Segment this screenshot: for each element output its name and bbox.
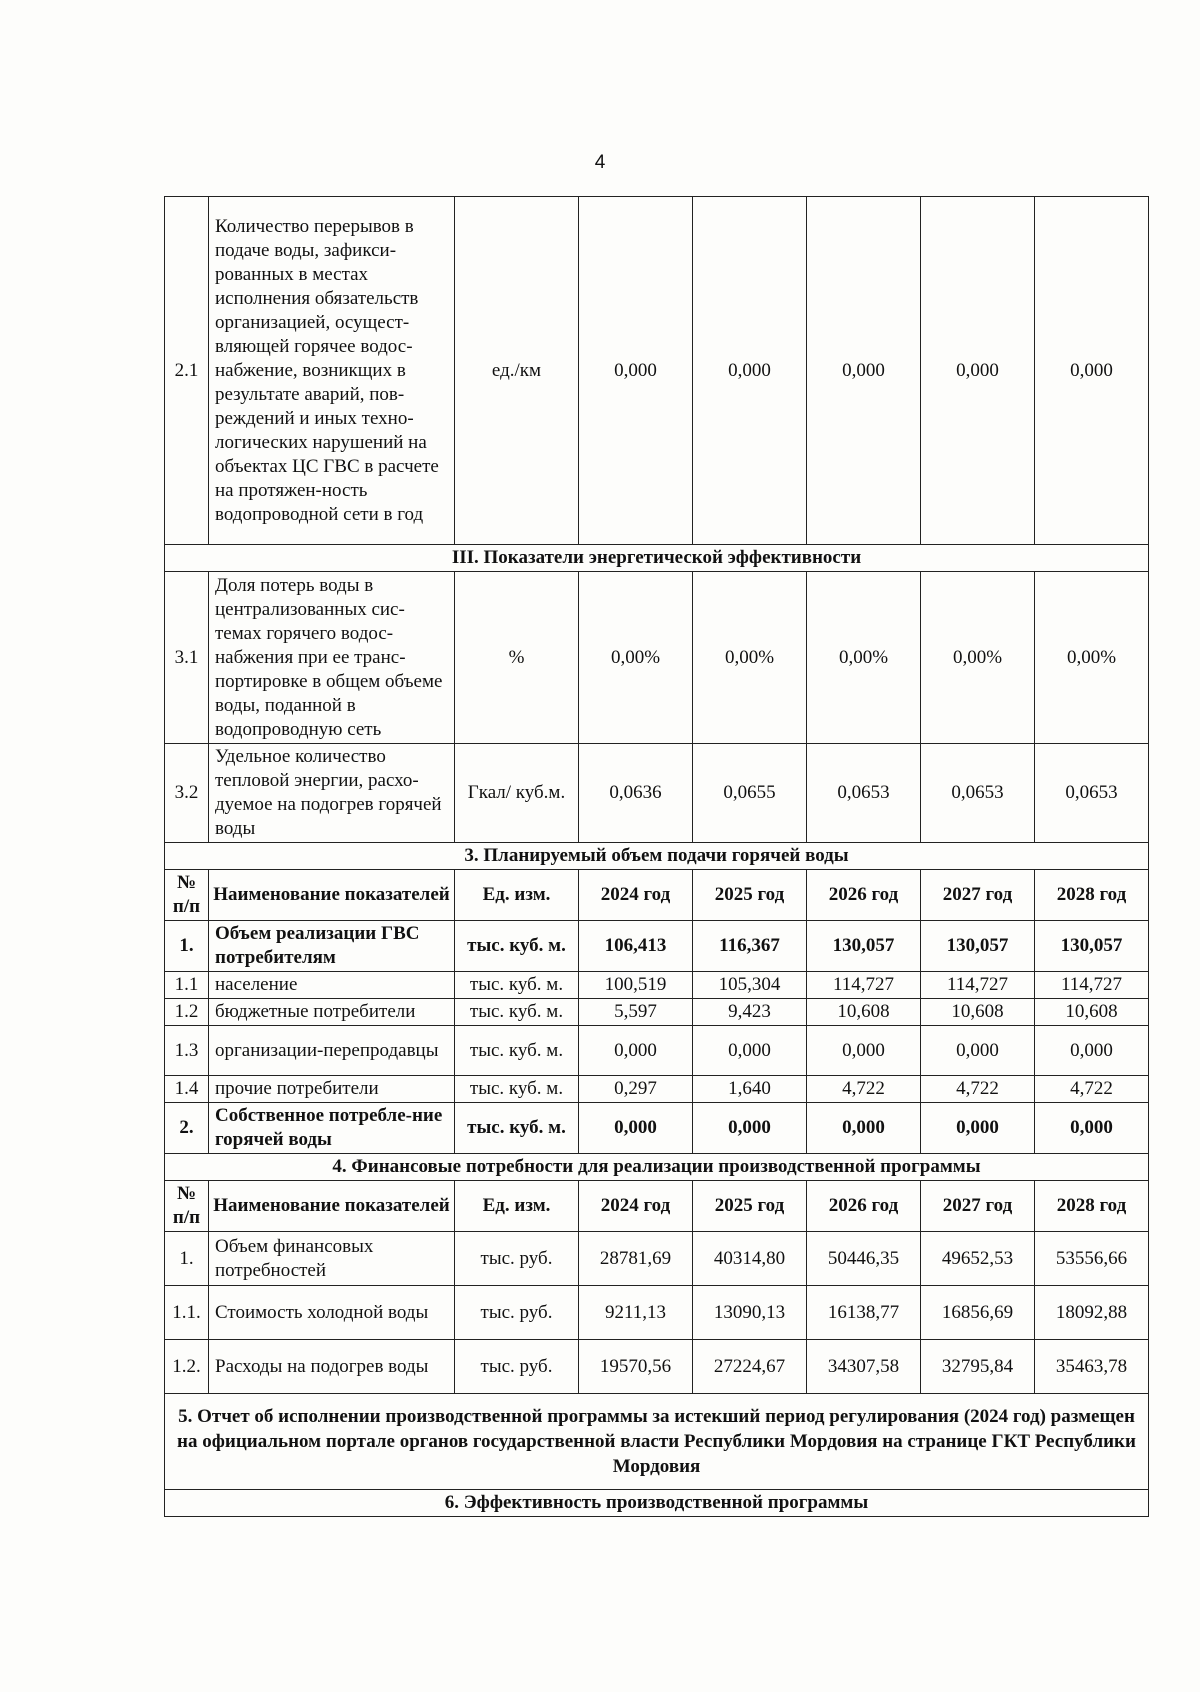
volume-unit: тыс. куб. м. [455,921,579,972]
volume-value-2028: 130,057 [1035,921,1149,972]
volume-value-2026: 114,727 [807,972,921,999]
volume-value-2026: 10,608 [807,999,921,1026]
finance-value-2028: 53556,66 [1035,1232,1149,1286]
header-year-2028: 2028 год [1035,1181,1149,1232]
finance-value-2024: 19570,56 [579,1340,693,1394]
volume-value-2024: 100,519 [579,972,693,999]
volume-name: организации-перепродавцы [209,1026,455,1076]
header-number: № п/п [165,1181,209,1232]
table-row [165,921,1149,972]
volume-value-2027: 114,727 [921,972,1035,999]
volume-value-2025: 105,304 [693,972,807,999]
indicator-unit: ед./км [455,197,579,545]
table-row [165,1286,1149,1340]
volume-name: Объем реализации ГВС потребителям [209,921,455,972]
volume-unit: тыс. куб. м. [455,999,579,1026]
header-year-2026: 2026 год [807,870,921,921]
finance-unit: тыс. руб. [455,1286,579,1340]
volume-value-2027: 0,000 [921,1103,1035,1154]
indicator-value-2027: 0,0653 [921,744,1035,843]
indicator-value-2025: 0,000 [693,197,807,545]
indicator-number: 2.1 [165,197,209,545]
volume-value-2028: 0,000 [1035,1026,1149,1076]
header-name: Наименование показателей [209,870,455,921]
indicator-value-2027: 0,000 [921,197,1035,545]
indicator-value-2026: 0,00% [807,572,921,744]
finance-value-2025: 27224,67 [693,1340,807,1394]
indicator-value-2024: 0,00% [579,572,693,744]
table-row [165,572,1149,744]
finance-name: Расходы на подогрев воды [209,1340,455,1394]
indicator-name: Удельное количество тепловой энергии, расхо-дуемое на подогрев горячей воды [209,744,455,843]
volume-name: Собственное потребле-ние горячей воды [209,1103,455,1154]
indicator-value-2024: 0,000 [579,197,693,545]
finance-value-2027: 16856,69 [921,1286,1035,1340]
volume-value-2024: 5,597 [579,999,693,1026]
finance-value-2027: 32795,84 [921,1340,1035,1394]
volume-number: 1.4 [165,1076,209,1103]
indicator-value-2028: 0,0653 [1035,744,1149,843]
volume-value-2026: 0,000 [807,1103,921,1154]
header-year-2027: 2027 год [921,870,1035,921]
volume-value-2028: 114,727 [1035,972,1149,999]
section-hot-water-volume-title: 3. Планируемый объем подачи горячей воды [165,843,1149,870]
indicator-value-2028: 0,00% [1035,572,1149,744]
volume-number: 1.2 [165,999,209,1026]
volume-value-2027: 130,057 [921,921,1035,972]
volume-value-2028: 10,608 [1035,999,1149,1026]
volume-value-2024: 106,413 [579,921,693,972]
header-year-2024: 2024 год [579,1181,693,1232]
header-unit: Ед. изм. [455,870,579,921]
volume-value-2026: 0,000 [807,1026,921,1076]
indicator-value-2026: 0,000 [807,197,921,545]
volume-value-2024: 0,297 [579,1076,693,1103]
volume-name: бюджетные потребители [209,999,455,1026]
indicator-value-2027: 0,00% [921,572,1035,744]
volume-value-2025: 0,000 [693,1026,807,1076]
header-year-2025: 2025 год [693,1181,807,1232]
volume-value-2027: 4,722 [921,1076,1035,1103]
volume-unit: тыс. куб. м. [455,1026,579,1076]
volume-value-2027: 10,608 [921,999,1035,1026]
volume-value-2028: 0,000 [1035,1103,1149,1154]
finance-value-2028: 35463,78 [1035,1340,1149,1394]
finance-value-2025: 40314,80 [693,1232,807,1286]
header-name: Наименование показателей [209,1181,455,1232]
table-row [165,1232,1149,1286]
volume-value-2024: 0,000 [579,1103,693,1154]
indicator-value-2028: 0,000 [1035,197,1149,545]
section-efficiency-title-row [165,1490,1149,1517]
table-row [165,744,1149,843]
finance-number: 1. [165,1232,209,1286]
volume-value-2024: 0,000 [579,1026,693,1076]
finance-value-2027: 49652,53 [921,1232,1035,1286]
volume-unit: тыс. куб. м. [455,1076,579,1103]
header-year-2027: 2027 год [921,1181,1035,1232]
indicator-value-2025: 0,0655 [693,744,807,843]
volume-unit: тыс. куб. м. [455,972,579,999]
volume-number: 1.1 [165,972,209,999]
table-header-row [165,870,1149,921]
volume-value-2026: 130,057 [807,921,921,972]
volume-value-2025: 1,640 [693,1076,807,1103]
section-finance-title: 4. Финансовые потребности для реализации производственной программы [165,1154,1149,1181]
finance-number: 1.2. [165,1340,209,1394]
volume-number: 1. [165,921,209,972]
section-hot-water-volume-title-row [165,843,1149,870]
report-note: 5. Отчет об исполнении производственной программы за истекший период регулирования (2024 год) размещен на официальном портале органов государственной власти Республики Мордовия на странице ГКТ Республики Мордовия [165,1394,1149,1490]
finance-name: Объем финансовых потребностей [209,1232,455,1286]
header-year-2024: 2024 год [579,870,693,921]
table-row [165,1340,1149,1394]
indicator-unit: % [455,572,579,744]
volume-number: 2. [165,1103,209,1154]
finance-name: Стоимость холодной воды [209,1286,455,1340]
indicator-name: Количество перерывов в подаче воды, зафикси-рованных в местах исполнения обязательств организацией, осущест-вляющей горячее водос-набжение, возникщих в результате аварий, пов-реждений и иных техно-логических нарушений на объектах ЦС ГВС в расчете на протяжен-ность водопроводной сети в год [209,197,455,545]
table-row [165,972,1149,999]
indicator-value-2024: 0,0636 [579,744,693,843]
volume-value-2025: 0,000 [693,1103,807,1154]
indicator-name: Доля потерь воды в централизованных сис-темах горячего водос-набжения при ее транс-портировке в общем объеме воды, поданной в водопроводную сеть [209,572,455,744]
report-note-row [165,1394,1149,1490]
finance-unit: тыс. руб. [455,1232,579,1286]
table-row [165,1026,1149,1076]
volume-value-2028: 4,722 [1035,1076,1149,1103]
volume-value-2025: 116,367 [693,921,807,972]
indicator-number: 3.1 [165,572,209,744]
header-number: № п/п [165,870,209,921]
finance-unit: тыс. руб. [455,1340,579,1394]
header-unit: Ед. изм. [455,1181,579,1232]
volume-value-2025: 9,423 [693,999,807,1026]
header-year-2026: 2026 год [807,1181,921,1232]
header-year-2025: 2025 год [693,870,807,921]
finance-value-2024: 28781,69 [579,1232,693,1286]
finance-value-2028: 18092,88 [1035,1286,1149,1340]
volume-number: 1.3 [165,1026,209,1076]
table-row [165,197,1149,545]
section-finance-title-row [165,1154,1149,1181]
finance-value-2026: 16138,77 [807,1286,921,1340]
finance-value-2026: 34307,58 [807,1340,921,1394]
table-row [165,1076,1149,1103]
finance-number: 1.1. [165,1286,209,1340]
indicator-unit: Гкал/ куб.м. [455,744,579,843]
volume-value-2027: 0,000 [921,1026,1035,1076]
section-energy-efficiency-title: III. Показатели энергетической эффективности [165,545,1149,572]
volume-name: прочие потребители [209,1076,455,1103]
volume-value-2026: 4,722 [807,1076,921,1103]
page-number: 4 [594,152,606,173]
volume-unit: тыс. куб. м. [455,1103,579,1154]
table-row [165,1103,1149,1154]
table-header-row [165,1181,1149,1232]
table-row [165,999,1149,1026]
volume-name: население [209,972,455,999]
header-year-2028: 2028 год [1035,870,1149,921]
indicator-number: 3.2 [165,744,209,843]
indicator-value-2026: 0,0653 [807,744,921,843]
section-energy-efficiency-title-row [165,545,1149,572]
indicator-value-2025: 0,00% [693,572,807,744]
finance-value-2026: 50446,35 [807,1232,921,1286]
production-program-table [164,196,1149,1517]
section-efficiency-title: 6. Эффективность производственной программы [165,1490,1149,1517]
finance-value-2024: 9211,13 [579,1286,693,1340]
finance-value-2025: 13090,13 [693,1286,807,1340]
